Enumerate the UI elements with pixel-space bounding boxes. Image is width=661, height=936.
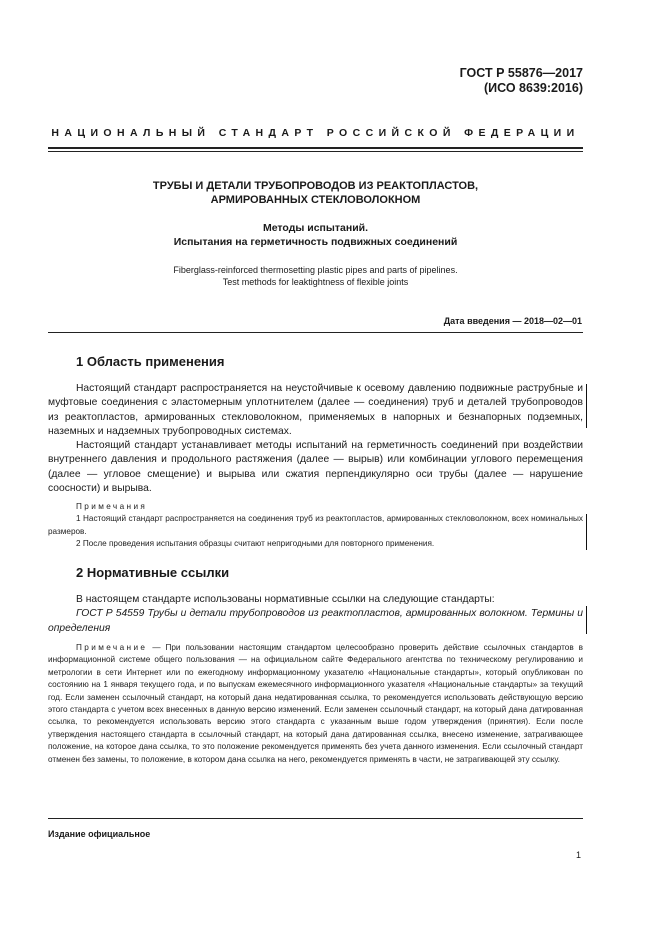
normative-reference: ГОСТ Р 54559 Трубы и детали трубопроводов из реактопластов, армированных волокном. Термины и определения: [48, 608, 583, 634]
section-2-heading: 2 Нормативные ссылки: [76, 565, 230, 580]
change-bar: [586, 514, 587, 550]
section-1-paragraph-2: Настоящий стандарт устанавливает методы испытаний на герметичность соединений при воздействии внутреннего давления и продольного растяжения (далее — вырыв) или комбинации углового перемещения (далее — угловое смещение) и вырыва или сжатия перпендикулярно оси трубы (далее — нарушение соосности) и вырыва.: [48, 440, 583, 495]
title-line-2: АРМИРОВАННЫХ СТЕКЛОВОЛОКНОМ: [210, 194, 421, 206]
change-bar: [586, 384, 587, 428]
notes-label: Примечания: [76, 502, 148, 511]
note-1: 1 Настоящий стандарт распространяется на соединения труб из реактопластов, армированных стекловолокном, всех номинальных размеров.: [48, 514, 583, 536]
page-number: 1: [575, 850, 581, 860]
subtitle-line-2: Испытания на герметичность подвижных соединений: [173, 236, 458, 248]
english-title-line-2: Test methods for leaktightness of flexible joints: [222, 277, 409, 287]
note-text: — При пользовании настоящим стандартом целесообразно проверить действие ссылочных стандартов в информационной системе общего пользования — на официальном сайте Федерального агентства по техническому регулированию и метрологии в сети Интернет или по ежегодному информационному указателю «Национальные стандарты», который опубликован по состоянию на 1 января текущего года, и по выпускам ежемесячного информационного указателя «Национальные стандарты» за текущий год. Если заменен ссылочный стандарт, на который дана недатированная ссылка, то рекомендуется использовать действующую версию этого стандарта с учетом всех внесенных в данную версию изменений. Если заменен ссылочный стандарт, на который дана датированная ссылка, то рекомендуется использовать версию этого стандарта с указанным выше годом утверждения (принятия). Если после утверждения настоящего стандарта в ссылочный стандарт, на который дана датированная ссылка, внесено изменение, затрагивающее положение, на которое дана ссылка, то это положение рекомендуется применять без учета данного изменения. Если ссылочный стандарт отменен без замены, то положение, в котором дана ссылка на него, рекомендуется применять в части, не затрагивающей эту ссылку.: [48, 643, 583, 764]
note-2: 2 После проведения испытания образцы считают непригодными для повторного применения.: [76, 539, 435, 549]
document-subtitle: [48, 221, 583, 249]
iso-number: (ИСО 8639:2016): [484, 81, 583, 95]
standard-number: ГОСТ Р 55876—2017: [459, 66, 583, 80]
section-2-note-paragraph: [48, 642, 583, 766]
introduction-date: Дата введения — 2018—02—01: [443, 316, 582, 326]
english-title-line-1: Fiberglass-reinforced thermosetting plastic pipes and parts of pipelines.: [173, 265, 458, 275]
section-1-notes: [48, 501, 583, 551]
standard-number-block: [460, 66, 583, 96]
banner-rule-thick: [48, 147, 583, 149]
footer-rule: [48, 818, 583, 819]
national-standard-banner: НАЦИОНАЛЬНЫЙ СТАНДАРТ РОССИЙСКОЙ ФЕДЕРАЦИИ: [51, 127, 580, 139]
subtitle-line-1: Методы испытаний.: [262, 222, 369, 234]
date-rule: [48, 332, 583, 333]
section-2-note: [48, 642, 583, 766]
document-title: [48, 179, 583, 207]
english-title: [48, 264, 583, 288]
section-2-body: [48, 593, 583, 636]
official-edition-label: Издание официальное: [48, 829, 151, 839]
change-bar: [586, 606, 587, 634]
title-line-1: ТРУБЫ И ДЕТАЛИ ТРУБОПРОВОДОВ ИЗ РЕАКТОПЛАСТОВ,: [152, 180, 479, 192]
section-1-heading: 1 Область применения: [76, 354, 225, 369]
banner-rule-thin: [48, 151, 583, 152]
section-1-paragraph-1: Настоящий стандарт распространяется на неустойчивые к осевому давлению подвижные раструбные и муфтовые соединения с эластомерным уплотнителем (далее — соединения) труб и деталей трубопроводов из реактопластов, армированных стекловолокном, применяемых в напорных и безнапорных подземных, наземных и надземных трубопроводных системах.: [48, 383, 583, 437]
section-1-body: [48, 382, 583, 496]
section-2-paragraph-1: В настоящем стандарте использованы нормативные ссылки на следующие стандарты:: [76, 594, 495, 605]
note-label: Примечание: [76, 643, 148, 652]
